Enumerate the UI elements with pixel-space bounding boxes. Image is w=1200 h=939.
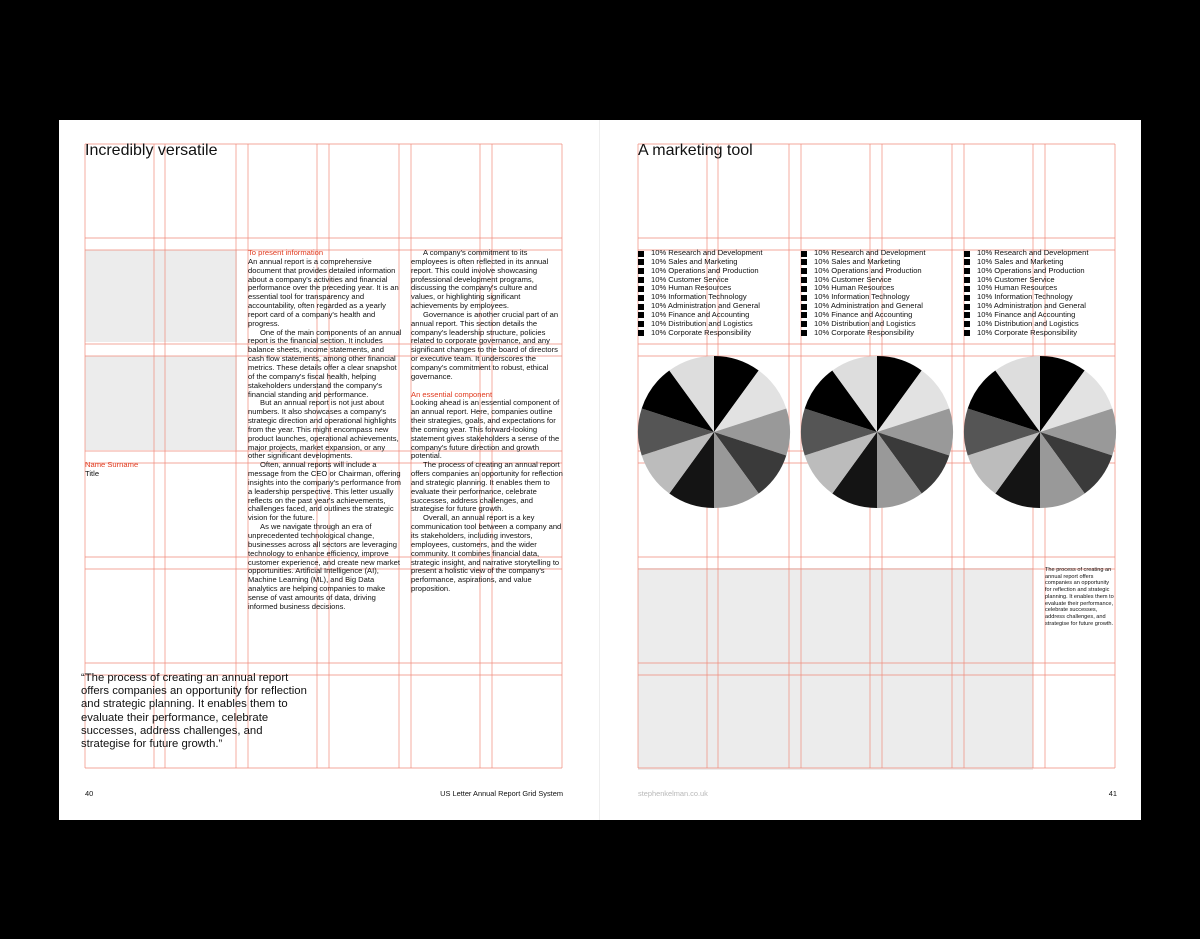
author-block [85,461,225,479]
paragraph: Overall, an annual report is a key communication tool between a company and its stakeholders, including investors, employees, customers, and the wider community. It combines financial data, strategic insight, and narrative storytelling to present a holistic view of the company's performance, aspirations, and value proposition. [411,513,562,594]
legend-item: 10% Operations and Production [801,267,925,276]
side-note: The process of creating an annual report offers companies an opportunity for reflection and strategic planning. It enables them to evaluate their performance, celebrate successes, address challenges, and strategise for future growth. [1045,567,1114,627]
paragraph: An annual report is a comprehensive document that provides detailed information about a company's activities and financial performance over the preceding year. It is an essential tool for transparency and accountability, often regarded as a yearly report card of a company's health and progress. [248,256,399,328]
subheading: An essential component [411,389,493,399]
legend-item: 10% Distribution and Logistics [964,320,1088,329]
legend-item: 10% Administration and General [964,302,1088,311]
left-page [59,120,600,820]
author-title: Title [85,468,100,478]
pie-chart-3 [963,355,1117,509]
footer-url: stephenkelman.co.uk [638,789,708,798]
image-placeholder-top [85,250,237,342]
right-page [600,120,1141,820]
paragraph: Governance is another crucial part of an annual report. This section details the company's leadership structure, policies related to corporate governance, and any significant changes to the board of directors or executive team. It underscores the company's commitment to robust, ethical governance. [411,309,559,381]
paragraph: Looking ahead is an essential component of an annual report. Here, companies outline their strategies, goals, and expectations for the coming year. This forward-looking statement gives stakeholders a sense of the company's future direction and growth potential. [411,398,560,461]
pull-quote: “The process of creating an annual report offers companies an opportunity for reflection and strategic planning. It enables them to evaluate their performance, celebrate successes, address challenges, and strategise for future growth.” [81,672,307,751]
legend-item: 10% Distribution and Logistics [801,320,925,329]
legend-item: 10% Sales and Marketing [964,258,1088,267]
legend-item: 10% Human Resources [801,284,925,293]
page-number: 41 [1108,789,1117,798]
legend-item: 10% Administration and General [638,302,762,311]
paragraph: One of the main components of an annual report is the financial section. It includes balance sheets, income statements, and cash flow statements, among other financial metrics. These details offer a clear snapshot of the company's fiscal health, helping stakeholders understand the company's financial standing and performance. [248,327,402,399]
image-placeholder-wide [638,568,1033,770]
legend-item: 10% Research and Development [964,249,1088,258]
page-title: Incredibly versatile [85,142,218,159]
legend-item: 10% Customer Service [964,276,1088,285]
image-placeholder-bottom [85,356,237,450]
legend-item: 10% Information Technology [638,293,762,302]
page-title: A marketing tool [638,142,753,159]
page-number: 40 [85,789,94,798]
legend-item: 10% Operations and Production [964,267,1088,276]
paragraph: As we navigate through an era of unprecedented technological change, businesses across all sectors are leveraging technology to enhance efficiency, improve customer experience, and create new market opportunities. Artificial Intelligence (AI), Machine Learning (ML), and Big Data analytics are helping companies to make sense of vast amounts of data, driving informed business decisions. [248,522,400,611]
legend-item: 10% Distribution and Logistics [638,320,762,329]
chart-legend-2 [801,249,925,337]
legend-item: 10% Research and Development [638,249,762,258]
legend-item: 10% Administration and General [801,302,925,311]
running-footer: US Letter Annual Report Grid System [440,789,563,798]
text-column-2 [411,249,563,594]
legend-item: 10% Customer Service [638,276,762,285]
legend-item: 10% Customer Service [801,276,925,285]
subheading: To present information [248,248,324,257]
text-column-1 [248,249,402,612]
paragraph: Often, annual reports will include a message from the CEO or Chairman, offering insights into the company's performance from a leadership perspective. This letter usually reflects on the past year's achievements, challenges faced, and outlines the strategic vision for the future. [248,460,401,523]
chart-legend-3 [964,249,1088,337]
pie-chart-2 [800,355,954,509]
legend-item: 10% Sales and Marketing [638,258,762,267]
legend-item: 10% Corporate Responsibility [638,329,762,338]
author-name: Name Surname [85,460,139,469]
legend-item: 10% Information Technology [964,293,1088,302]
legend-item: 10% Research and Development [801,249,925,258]
paragraph: But an annual report is not just about numbers. It also showcases a company's strategic direction and operational highlights from the year. This might encompass new product launches, operational achievements, major projects, market expansion, or any other significant developments. [248,398,399,461]
legend-item: 10% Corporate Responsibility [964,329,1088,338]
legend-item: 10% Operations and Production [638,267,762,276]
legend-item: 10% Human Resources [964,284,1088,293]
legend-item: 10% Finance and Accounting [964,311,1088,320]
paragraph: The process of creating an annual report offers companies an opportunity for reflection and strategic planning. It enables them to evaluate their performance, celebrate successes, address challenges, and strategise for future growth. [411,460,563,514]
legend-item: 10% Information Technology [801,293,925,302]
legend-item: 10% Finance and Accounting [638,311,762,320]
chart-legend-1 [638,249,762,337]
pie-chart-1 [637,355,791,509]
paragraph: A company's commitment to its employees is often reflected in its annual report. This could involve showcasing professional development programs, discussing the company's culture and values, or highlighting significant achievements by employees. [411,248,549,311]
legend-item: 10% Sales and Marketing [801,258,925,267]
legend-item: 10% Finance and Accounting [801,311,925,320]
page-spread [59,120,1141,820]
legend-item: 10% Corporate Responsibility [801,329,925,338]
legend-item: 10% Human Resources [638,284,762,293]
